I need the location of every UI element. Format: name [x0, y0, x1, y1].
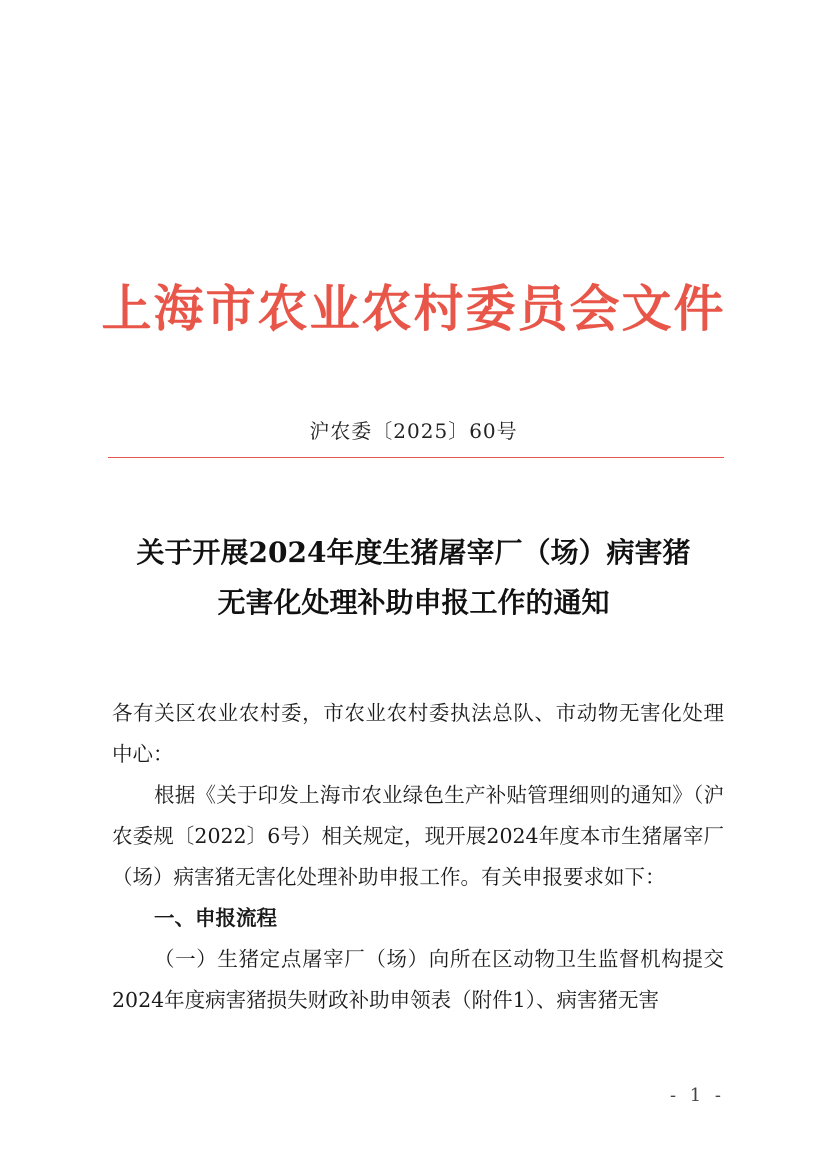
red-separator-line — [108, 457, 724, 458]
document-body — [112, 693, 724, 1021]
notice-title — [0, 528, 827, 628]
notice-title-line-1: 关于开展2024年度生猪屠宰厂（场）病害猪 — [136, 536, 691, 569]
basis-paragraph: 根据《关于印发上海市农业绿色生产补贴管理细则的通知》（沪农委规〔2022〕6号）相关规定，现开展2024年度本市生猪屠宰厂（场）病害猪无害化处理补助申报工作。有关申报要求如下： — [112, 783, 724, 889]
notice-title-line-2: 无害化处理补助申报工作的通知 — [217, 586, 610, 619]
section-item-1: （一）生猪定点屠宰厂（场）向所在区动物卫生监督机构提交2024年度病害猪损失财政补助申领表（附件1）、病害猪无害 — [112, 947, 724, 1012]
issuer-header-title: 上海市农业农村委员会文件 — [101, 279, 726, 338]
recipients-paragraph: 各有关区农业农村委，市农业农村委执法总队、市动物无害化处理中心： — [112, 701, 724, 766]
page-number: - 1 - — [669, 1085, 725, 1106]
document-number: 沪农委〔2025〕60号 — [309, 419, 518, 443]
section-heading-application-process: 一、申报流程 — [154, 906, 278, 930]
